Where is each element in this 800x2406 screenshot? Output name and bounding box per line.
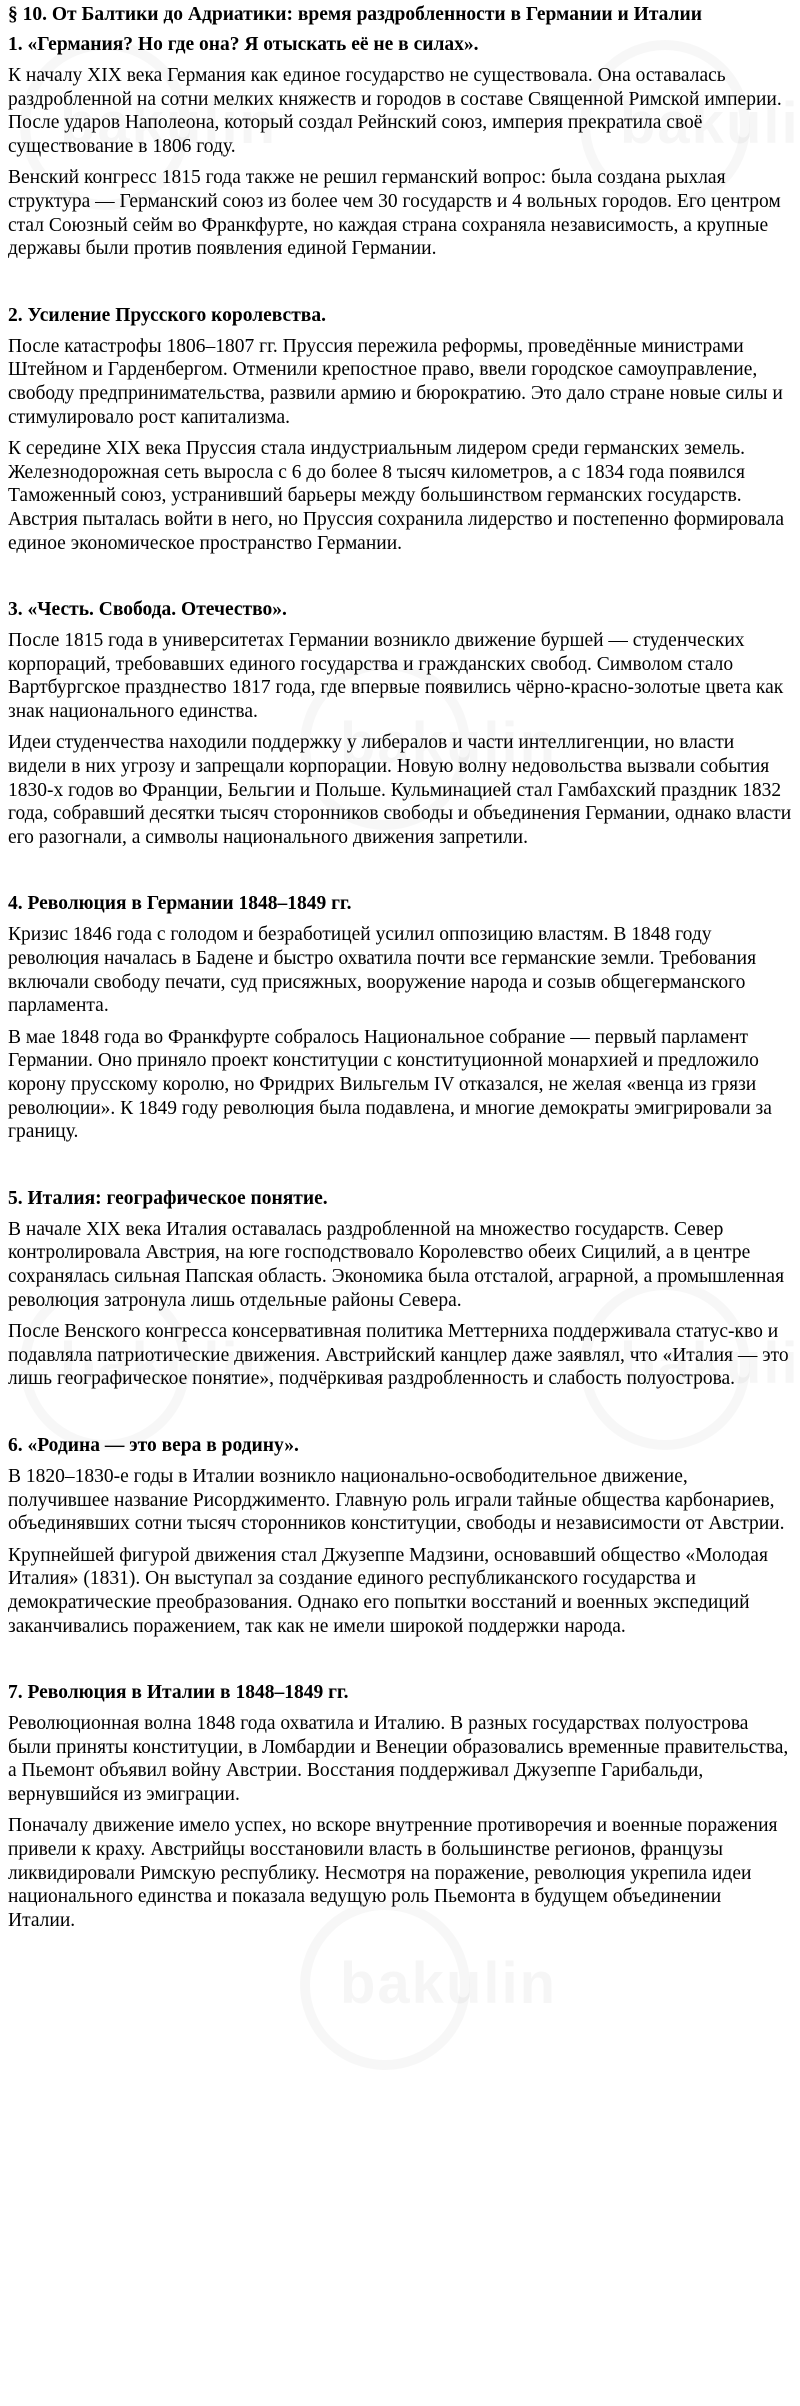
paragraph: После Венского конгресса консервативная политика Меттерниха поддерживала статус-кво и подавляла патриотические движения. Австрийский канцлер даже заявлял, что «Италия — это лишь географическое понятие», подчёркивая раздробленность и слабость полуострова. [8, 1321, 789, 1390]
watermark-text [340, 1950, 557, 2017]
paragraph: В мае 1848 года во Франкфурте собралось Национальное собрание — первый парламент Германии. Оно приняло проект конституции с конституционной монархией и предложило корону прусскому королю, но Фридрих Вильгельм IV отказался, не желая «венца из грязи революции». К 1849 году революция была подавлена, и многие демократы эмигрировали за границу. [8, 1026, 772, 1143]
paragraph: После катастрофы 1806–1807 гг. Пруссия пережила реформы, проведённые министрами Штейном и Гарденбергом. Отменили крепостное право, ввели городское самоуправление, свободу предпринимательства, развили армию и бюрократию. Это дало стране новые силы и стимулировало рост капитализма. [8, 335, 783, 428]
paragraph: К началу XIX века Германия как единое государство не существовала. Она оставалась раздробленной на сотни мелких княжеств и городов в составе Священной Римской империи. После ударов Наполеона, который создал Рейнский союз, империя прекратила своё существование в 1806 году. [8, 65, 782, 157]
section-heading: 4. Революция в Германии 1848–1849 гг. [8, 893, 352, 915]
section-1 [8, 34, 792, 261]
section-4 [8, 893, 792, 1143]
paragraph: Революционная волна 1848 года охватила и Италию. В разных государствах полуострова были приняты конституции, в Ломбардии и Венеции образовались временные правительства, а Пьемонт объявил войну Австрии. Восстания поддерживал Джузеппе Гарибальди, вернувшийся из эмиграции. [8, 1713, 789, 1805]
paragraph: Крупнейшей фигурой движения стал Джузеппе Мадзини, основавший общество «Молодая Италия» (1831). Он выступал за создание единого республиканского государства и демократические преобразования. Однако его попытки восстаний и военных экспедиций заканчивались поражением, так как не имели широкой поддержки народа. [8, 1544, 768, 1637]
section-heading: 7. Революция в Италии в 1848–1849 гг. [8, 1682, 349, 1704]
section-heading: 1. «Германия? Но где она? Я отыскать её не в силах». [8, 34, 479, 55]
paragraph: В 1820–1830-е годы в Италии возникло национально-освободительное движение, получившее название Рисорджименто. Главную роль играли тайные общества карбонариев, объединявших сотни тысяч сторонников конституции, свободы и независимости от Австрии. [8, 1465, 785, 1535]
paragraph: После 1815 года в университетах Германии возникло движение буршей — студенческих корпораций, требовавших единого государства и гражданских свобод. Символом стало Вартбургское празднество 1817 года, где впервые появились чёрно-красно-золотые цвета как знак национального единства. [8, 630, 784, 722]
paragraph: Идеи студенчества находили поддержку у либералов и части интеллигенции, но власти видели в них угрозу и запрещали корпорации. Новую волну недовольства вызвали события 1830-х годов во Франции, Бельгии и Польше. Кульминацией стал Гамбахский праздник 1832 года, собравший десятки тысяч сторонников свободы и объединения Германии, однако власти его разогнали, а символы национального движения запретили. [8, 732, 792, 848]
paragraph: К середине XIX века Пруссия стала индустриальным лидером среди германских земель. Железнодорожная сеть выросла с 6 до более 8 тысяч километров, а с 1834 года появился Таможенный союз, устранивший барьеры между большинством германских государств. Австрия пыталась войти в него, но Пруссия сохранила лидерство и постепенно формировала единое экономическое пространство Германии. [8, 438, 785, 554]
section-heading: 2. Усиление Прусского королевства. [8, 304, 326, 326]
section-6 [8, 1435, 792, 1638]
paragraph: Поначалу движение имело успех, но вскоре внутренние противоречия и военные поражения привели к краху. Австрийцы восстановили власть в большинстве регионов, французы ликвидировали Римскую республику. Несмотря на поражение, революция укрепила идеи национального единства и показала ведущую роль Пьемонта в будущем объединении Италии. [8, 1815, 778, 1931]
section-heading: 5. Италия: географическое понятие. [8, 1187, 328, 1209]
section-2 [8, 305, 792, 555]
section-heading: 3. «Честь. Свобода. Отечество». [8, 599, 287, 621]
section-heading: 6. «Родина — это вера в родину». [8, 1434, 299, 1456]
paragraph: В начале XIX века Италия оставалась раздробленной на множество государств. Север контролировала Австрия, на юге господствовало Королевство обеих Сицилий, а в центре сохранялась сильная Папская область. Экономика была отсталой, аграрной, а промышленная революция затронула лишь отдельные районы Севера. [8, 1218, 785, 1311]
paragraph: Кризис 1846 года с голодом и безработицей усилил оппозицию властям. В 1848 году революция началась в Бадене и быстро охватила почти все германские земли. Требования включали свободу печати, суд присяжных, вооружение народа и созыв общегерманского парламента. [8, 924, 757, 1017]
page-title: § 10. От Балтики до Адриатики: время раздробленности в Германии и Италии [8, 4, 702, 25]
section-3 [8, 599, 792, 849]
paragraph: Венский конгресс 1815 года также не решил германский вопрос: была создана рыхлая структура — Германский союз из более чем 30 государств и 4 вольных городов. Его центром стал Союзный сейм во Франкфурте, но каждая страна сохраняла независимость, а крупные державы были против появления единой Германии. [8, 167, 781, 260]
section-5 [8, 1188, 792, 1391]
section-7 [8, 1682, 792, 1932]
